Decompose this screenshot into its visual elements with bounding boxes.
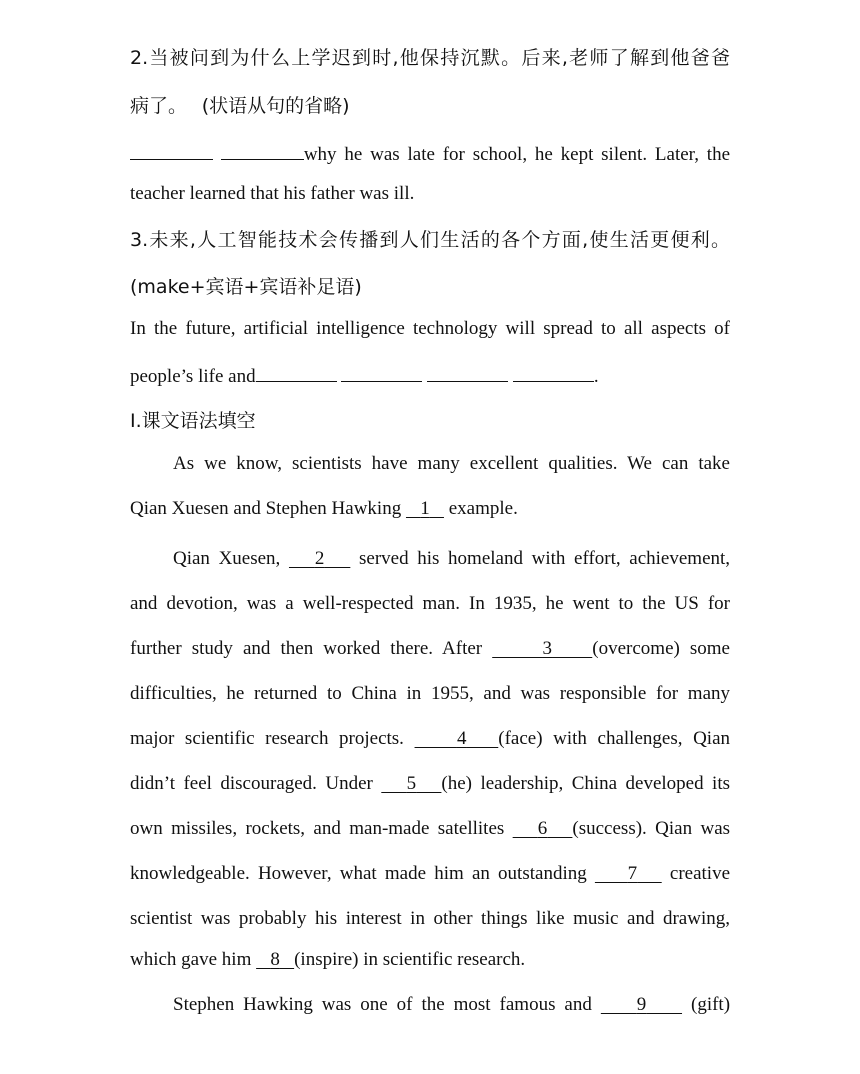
q3-answer-blanks[interactable] — [256, 366, 594, 387]
blank-3[interactable]: 3 — [542, 638, 553, 659]
passage-text: example. — [448, 498, 518, 519]
q2-chinese-line-1: 2.当被问到为什么上学迟到时,他保持沉默。后来,老师了解到他爸爸 — [130, 47, 730, 69]
q2-chinese-end: 病了。 — [130, 95, 188, 117]
q2-grammar-hint: (状语从句的省略) — [201, 95, 350, 117]
passage-p2-line-6 — [130, 772, 730, 796]
passage-p2-line-7 — [130, 817, 730, 841]
passage-p2-line-8 — [130, 862, 730, 886]
passage-text: (he) leadership, China developed its — [441, 773, 730, 794]
blank-1[interactable]: 1 — [420, 498, 430, 519]
q2-english-text: why he was late for school, he kept silent. Later, the — [303, 144, 730, 165]
blank-6[interactable]: 6 — [537, 818, 548, 839]
passage-text: served his homeland with effort, achievement, — [359, 548, 731, 569]
passage-p1-line-2 — [130, 497, 730, 521]
passage-text: knowledgeable. However, what made him an outstanding — [130, 863, 587, 884]
passage-p2-line-2: and devotion, was a well-respected man. In 1935, he went to the US for — [130, 593, 730, 614]
passage-text: (overcome) some — [592, 638, 730, 659]
q3-english-text: people’s life and — [130, 366, 256, 387]
passage-text: Qian Xuesen and Stephen Hawking — [130, 498, 402, 519]
q2-chinese-line-2 — [130, 94, 730, 119]
passage-text: creative — [669, 863, 731, 884]
passage-p2-line-9: scientist was probably his interest in other things like music and drawing, — [130, 908, 730, 929]
q2-answer-blanks[interactable] — [130, 144, 304, 165]
blank-4[interactable]: 4 — [456, 728, 467, 749]
passage-p2-line-10 — [130, 948, 730, 972]
blank-5[interactable]: 5 — [406, 773, 417, 794]
section-title: I.课文语法填空 — [130, 410, 256, 432]
blank-2[interactable]: 2 — [314, 548, 325, 569]
passage-p2-line-1 — [130, 547, 730, 571]
passage-text: own missiles, rockets, and man-made satellites — [130, 818, 505, 839]
passage-text: (inspire) in scientific research. — [294, 949, 526, 970]
q2-english-line-1 — [130, 141, 730, 167]
q2-english-line-2: teacher learned that his father was ill. — [130, 183, 415, 204]
blank-7[interactable]: 7 — [627, 863, 638, 884]
q3-end-period: . — [593, 366, 599, 387]
blank-9[interactable]: 9 — [636, 994, 647, 1015]
passage-text: further study and then worked there. After — [130, 638, 483, 659]
passage-p3-line-1 — [130, 993, 730, 1017]
passage-p1-line-1: As we know, scientists have many excellent qualities. We can take — [173, 453, 730, 474]
passage-text: major scientific research projects. — [130, 728, 404, 749]
passage-p2-line-5 — [130, 727, 730, 751]
q3-grammar-hint: (make+宾语+宾语补足语) — [130, 276, 362, 298]
q3-english-line-2 — [130, 363, 730, 389]
blank-8[interactable]: 8 — [270, 949, 280, 970]
passage-text: (gift) — [691, 994, 731, 1015]
q3-english-line-1: In the future, artificial intelligence technology will spread to all aspects of — [130, 318, 730, 339]
passage-text: Stephen Hawking was one of the most famous and — [173, 994, 592, 1015]
passage-text: (face) with challenges, Qian — [498, 728, 730, 749]
passage-p2-line-4: difficulties, he returned to China in 1955, and was responsible for many — [130, 683, 730, 704]
passage-text: (success). Qian was — [572, 818, 731, 839]
passage-text: Qian Xuesen, — [173, 548, 281, 569]
passage-p2-line-3 — [130, 637, 730, 661]
passage-text: which gave him — [130, 949, 252, 970]
q3-chinese-line-1: 3.未来,人工智能技术会传播到人们生活的各个方面,使生活更便利。 — [130, 229, 730, 251]
passage-text: didn’t feel discouraged. Under — [130, 773, 373, 794]
